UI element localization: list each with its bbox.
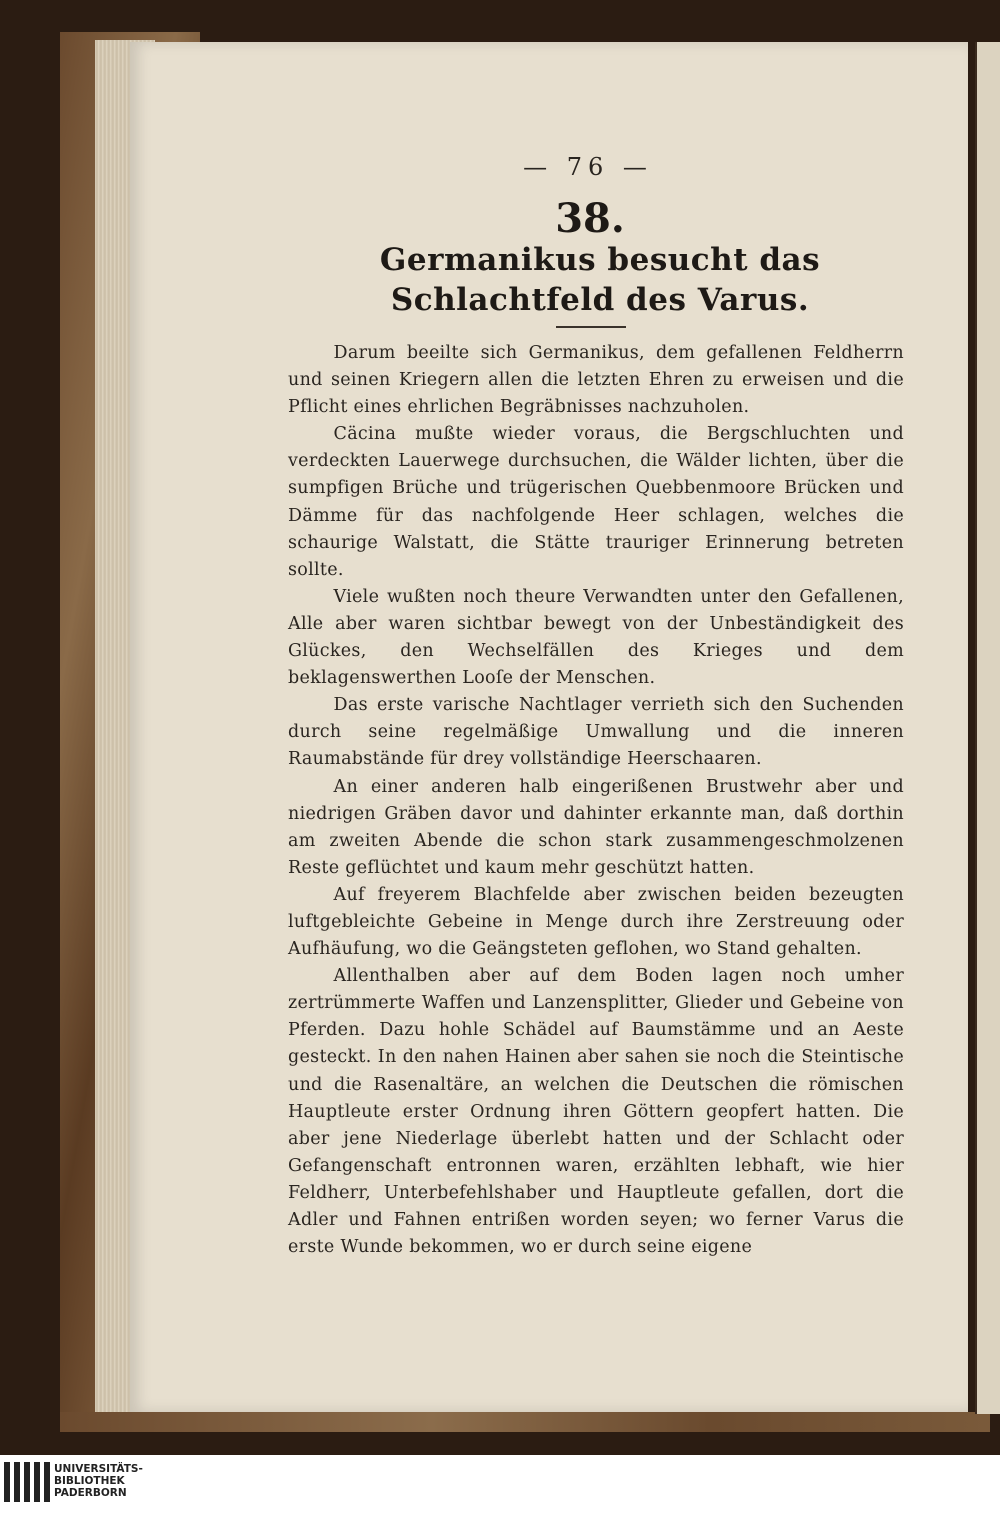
library-logo-icon (0, 1462, 54, 1502)
library-name-line3: PADERBORN (54, 1487, 127, 1499)
paragraph: Darum beeilte sich Germanikus, dem gefallenen Feldherrn und seinen Kriegern allen die letzten Ehren zu erweisen und die Pflicht eines ehrlichen Begräbnisses nachzuholen. (288, 343, 904, 418)
paragraph: Auf freyerem Blachfelde aber zwischen beiden bezeugten luftgebleichte Gebeine in Menge durch ihre Zerstreuung oder Aufhäufung, wo die Geängsteten geflohen, wo Stand gehalten. (288, 884, 904, 960)
page-number: — 76 — (523, 153, 653, 181)
paragraph: Viele wußten noch theure Verwandten unter den Gefallenen, Alle aber waren sichtbar bewegt von der Unbeständigkeit des Glückes, den Wechselfällen des Krieges und dem beklagenswerthen Looſe der Menschen. (288, 586, 904, 689)
library-name-line1: UNIVERSITÄTS- (54, 1463, 143, 1475)
chapter-number: 38. (555, 195, 625, 242)
paragraph: Das erste varische Nachtlager verrieth sich den Suchenden durch seine regelmäßige Umwallung und die inneren Raumabstände für drey vollständige Heerschaaren. (288, 695, 904, 770)
library-name-line2: BIBLIOTHEK (54, 1475, 125, 1487)
chapter-title: Germanikus besucht das Schlachtfeld des Varus. (379, 242, 821, 318)
paragraph: An einer anderen halb eingerißenen Brustwehr aber und niedrigen Gräben davor und dahinter erkannte man, daß dorthin am zweiten Abende die schon stark zusammengeschmolzenen Reste geflüchtet und kaum mehr geschützt hatten. (288, 776, 904, 878)
next-page-edge (975, 42, 1000, 1414)
paragraph: Allenthalben aber auf dem Boden lagen noch umher zertrümmerte Waffen und Lanzensplitter, Glieder und Gebeine von Pferden. Dazu hohle Schädel auf Baumstämme und an Aeste gesteckt. In den nahen Hainen aber sahen sie noch die Steintische und die Rasenaltäre, an welchen die Deutschen die römischen Hauptleute erster Ordnung ihren Göttern geopfert hatten. Die aber jene Niederlage überlebt hatten und der Schlacht oder Gefangenschaft entronnen waren, erzählten lebhaft, wie hier Feldherr, Unterbefehlshaber und Hauptleute gefallen, dort die Adler und Fahnen entrißen worden seyen; wo ferner Varus die erste Wunde bekommen, wo er durch seine eigene (288, 966, 904, 1258)
title-rule (556, 326, 626, 328)
paragraph: Cäcina mußte wieder voraus, die Bergschluchten und verdeckten Lauerwege durchsuchen, die Wälder lichten, über die sumpfigen Brüche und trügerischen Quebbenmoore Brücken und Dämme für das nachfolgende Heer schlagen, welches die schaurige Walstatt, die Stätte trauriger Erinnerung betreten sollte. (288, 424, 904, 580)
library-name (54, 1463, 214, 1499)
book-cover-bottom (60, 1412, 990, 1432)
body-text (288, 340, 904, 1261)
